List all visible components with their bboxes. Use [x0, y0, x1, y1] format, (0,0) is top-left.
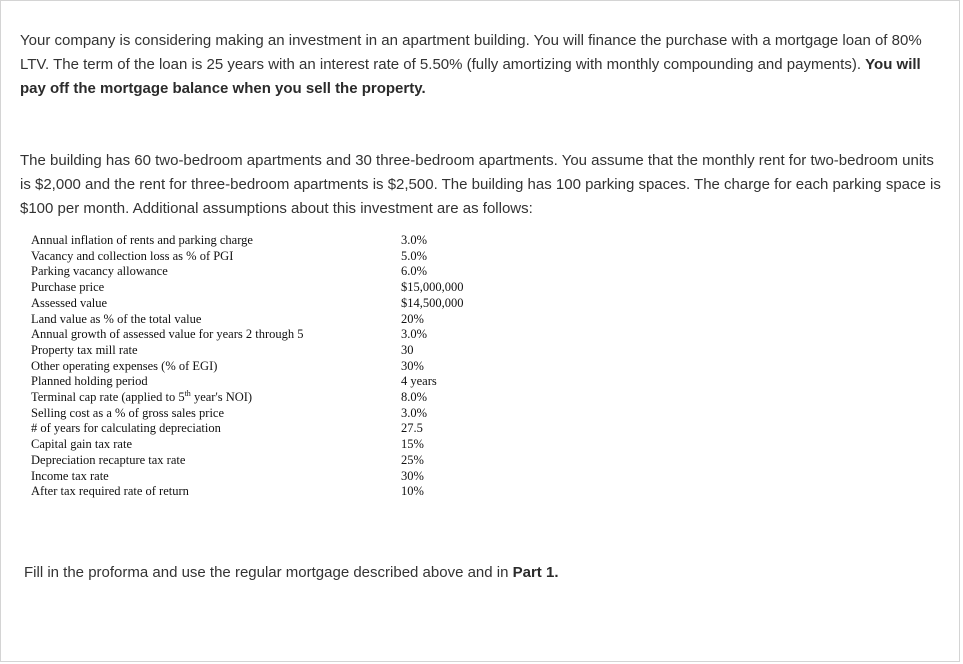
table-row	[31, 249, 521, 265]
table-row	[31, 296, 521, 312]
intro-paragraph	[20, 29, 945, 101]
assumptions-table	[31, 233, 521, 500]
table-row	[31, 327, 521, 343]
table-row	[31, 280, 521, 296]
assumption-value: 25%	[401, 452, 424, 467]
assumption-value: 20%	[401, 311, 424, 326]
assumption-value: 3.0%	[401, 405, 428, 420]
intro-text: Your company is considering making an investment in an apartment building. You will finance the purchase with a mortgage loan of 80% LTV. The term of the loan is 25 years with an interest rate of 5.50% (fully amortizing with monthly compounding and payments).	[20, 32, 922, 73]
instruction-bold-text: Part 1.	[512, 564, 559, 581]
assumption-label	[31, 390, 401, 406]
assumption-label: # of years for calculating depreciation	[31, 421, 221, 436]
table-row	[31, 390, 521, 406]
assumption-label: After tax required rate of return	[31, 484, 189, 499]
assumption-value: 4 years	[401, 374, 437, 389]
table-row	[31, 343, 521, 359]
instruction-text: Fill in the proforma and use the regular mortgage described above and in	[24, 564, 513, 581]
assumption-value: 10%	[401, 484, 424, 499]
table-row	[31, 453, 521, 469]
assumption-label: Parking vacancy allowance	[31, 264, 168, 279]
table-row	[31, 264, 521, 280]
assumption-label: Property tax mill rate	[31, 342, 138, 357]
assumption-label: Planned holding period	[31, 374, 148, 389]
assumption-value: 30%	[401, 468, 424, 483]
assumption-value: 6.0%	[401, 264, 428, 279]
assumption-label-part: Terminal cap rate (applied to 5	[31, 390, 185, 405]
assumption-value: 30	[401, 342, 414, 357]
assumption-label-part: year's NOI)	[190, 390, 253, 405]
assumption-value: $15,000,000	[401, 280, 464, 295]
assumption-label: Depreciation recapture tax rate	[31, 452, 186, 467]
assumption-label: Annual growth of assessed value for years 2 through 5	[31, 327, 304, 342]
table-row	[31, 421, 521, 437]
assumption-label: Capital gain tax rate	[31, 437, 133, 452]
assumption-value: 8.0%	[401, 390, 428, 405]
table-row	[31, 406, 521, 422]
ordinal-superscript: th	[184, 388, 191, 398]
table-row	[31, 437, 521, 453]
assumption-label: Selling cost as a % of gross sales price	[31, 405, 225, 420]
assumption-label: Purchase price	[31, 280, 105, 295]
intro-bold-text: You will pay off the mortgage balance when you sell the property.	[20, 56, 921, 97]
instruction-paragraph	[24, 561, 949, 585]
assumption-value: 3.0%	[401, 327, 428, 342]
table-row	[31, 374, 521, 390]
assumption-value: 5.0%	[401, 248, 428, 263]
assumption-value: 15%	[401, 437, 424, 452]
assumption-label: Assessed value	[31, 295, 108, 310]
assumption-value: 27.5	[401, 421, 423, 436]
assumption-label: Land value as % of the total value	[31, 311, 202, 326]
table-row	[31, 469, 521, 485]
assumption-label: Vacancy and collection loss as % of PGI	[31, 248, 234, 263]
assumption-label: Income tax rate	[31, 468, 109, 483]
assumption-value: $14,500,000	[401, 295, 464, 310]
assumption-label: Annual inflation of rents and parking charge	[31, 233, 253, 247]
assumption-value: 3.0%	[401, 233, 428, 247]
building-paragraph: The building has 60 two-bedroom apartments and 30 three-bedroom apartments. You assume that the monthly rent for two-bedroom units is $2,000 and the rent for three-bedroom apartments is $2,500. The building has 100 parking spaces. The charge for each parking space is $100 per month. Additional assumptions about this investment are as follows:	[20, 152, 941, 217]
table-row	[31, 484, 521, 500]
table-row	[31, 233, 521, 249]
table-row	[31, 359, 521, 375]
table-row	[31, 312, 521, 328]
assumption-label: Other operating expenses (% of EGI)	[31, 358, 218, 373]
assumption-value: 30%	[401, 358, 424, 373]
